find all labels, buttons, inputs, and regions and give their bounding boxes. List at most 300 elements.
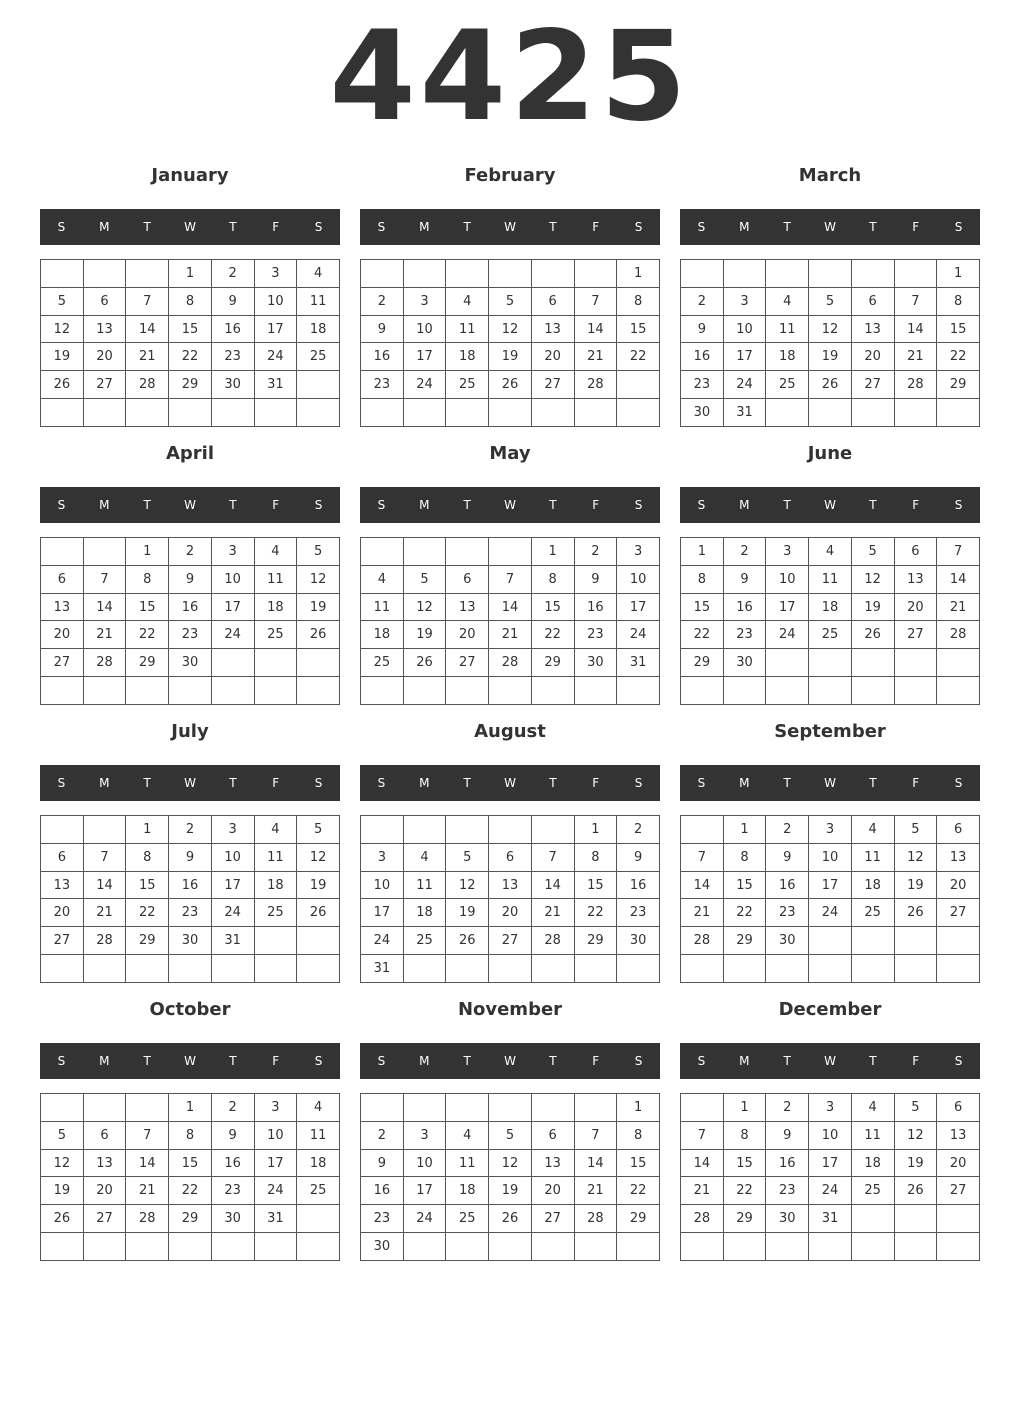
day-cell bbox=[809, 955, 852, 983]
day-cell: 13 bbox=[894, 565, 937, 593]
weekday-label: T bbox=[229, 498, 237, 512]
day-cell: 1 bbox=[169, 1094, 212, 1122]
day-cell: 19 bbox=[446, 899, 489, 927]
day-cell: 20 bbox=[446, 621, 489, 649]
weekday-label: S bbox=[634, 1054, 643, 1068]
day-cell: 18 bbox=[361, 621, 404, 649]
day-cell bbox=[574, 399, 617, 427]
weekday-label: T bbox=[463, 1054, 471, 1068]
day-cell: 15 bbox=[126, 871, 169, 899]
day-cell bbox=[361, 260, 404, 288]
day-cell: 5 bbox=[403, 565, 446, 593]
day-cell: 16 bbox=[574, 593, 617, 621]
day-cell bbox=[169, 677, 212, 705]
weekday-label: M bbox=[99, 1054, 110, 1068]
week-row bbox=[681, 1177, 980, 1205]
day-cell: 14 bbox=[937, 565, 980, 593]
day-cell bbox=[681, 1233, 724, 1261]
day-cell: 4 bbox=[766, 287, 809, 315]
day-cell: 24 bbox=[809, 1177, 852, 1205]
day-cell: 3 bbox=[766, 538, 809, 566]
day-cell: 24 bbox=[211, 621, 254, 649]
day-cell: 25 bbox=[851, 899, 894, 927]
weekday-label: S bbox=[697, 1054, 706, 1068]
day-cell: 12 bbox=[489, 1149, 532, 1177]
day-cell: 7 bbox=[531, 843, 574, 871]
day-cell bbox=[681, 677, 724, 705]
day-cell: 23 bbox=[169, 899, 212, 927]
weekday-label: S bbox=[57, 1054, 66, 1068]
day-cell: 27 bbox=[83, 1205, 126, 1233]
day-cell: 26 bbox=[894, 899, 937, 927]
day-cell bbox=[574, 260, 617, 288]
weekday-label: W bbox=[184, 220, 196, 234]
week-row bbox=[361, 1233, 660, 1261]
day-cell bbox=[403, 1094, 446, 1122]
day-cell: 29 bbox=[574, 927, 617, 955]
day-cell bbox=[489, 955, 532, 983]
week-row bbox=[361, 927, 660, 955]
week-row bbox=[41, 899, 340, 927]
day-cell: 6 bbox=[937, 816, 980, 844]
day-cell: 18 bbox=[851, 1149, 894, 1177]
day-cell bbox=[617, 371, 660, 399]
days-grid bbox=[360, 815, 660, 983]
week-row bbox=[681, 955, 980, 983]
weekday-label: T bbox=[549, 498, 557, 512]
day-cell: 18 bbox=[446, 343, 489, 371]
day-cell: 1 bbox=[126, 538, 169, 566]
week-row bbox=[361, 260, 660, 288]
day-cell bbox=[489, 260, 532, 288]
day-cell: 4 bbox=[254, 816, 297, 844]
day-cell: 30 bbox=[211, 371, 254, 399]
day-cell bbox=[83, 538, 126, 566]
week-row bbox=[41, 677, 340, 705]
day-cell: 28 bbox=[126, 1205, 169, 1233]
day-cell bbox=[617, 955, 660, 983]
day-cell bbox=[489, 538, 532, 566]
weekday-label: S bbox=[954, 776, 963, 790]
weekday-label: W bbox=[824, 220, 836, 234]
weekday-label: F bbox=[272, 220, 280, 234]
weekday-header bbox=[680, 209, 980, 245]
day-cell: 31 bbox=[254, 1205, 297, 1233]
day-cell: 11 bbox=[297, 287, 340, 315]
week-row bbox=[361, 621, 660, 649]
day-cell bbox=[254, 399, 297, 427]
day-cell bbox=[937, 1233, 980, 1261]
day-cell: 5 bbox=[894, 816, 937, 844]
week-row bbox=[681, 315, 980, 343]
day-cell: 1 bbox=[574, 816, 617, 844]
day-cell: 18 bbox=[254, 593, 297, 621]
day-cell: 19 bbox=[403, 621, 446, 649]
day-cell: 27 bbox=[937, 1177, 980, 1205]
weekday-label: W bbox=[824, 776, 836, 790]
day-cell: 29 bbox=[169, 1205, 212, 1233]
day-cell: 3 bbox=[809, 1094, 852, 1122]
day-cell: 1 bbox=[169, 260, 212, 288]
day-cell: 10 bbox=[403, 315, 446, 343]
weekday-label: M bbox=[419, 220, 430, 234]
day-cell: 27 bbox=[937, 899, 980, 927]
day-cell: 2 bbox=[169, 538, 212, 566]
day-cell: 15 bbox=[937, 315, 980, 343]
month-name: September bbox=[774, 721, 886, 742]
weekday-label: M bbox=[419, 498, 430, 512]
week-row bbox=[41, 1149, 340, 1177]
day-cell: 14 bbox=[681, 1149, 724, 1177]
day-cell bbox=[41, 955, 84, 983]
day-cell: 31 bbox=[254, 371, 297, 399]
day-cell: 7 bbox=[681, 843, 724, 871]
day-cell: 8 bbox=[126, 843, 169, 871]
day-cell: 23 bbox=[361, 371, 404, 399]
day-cell bbox=[403, 955, 446, 983]
day-cell bbox=[766, 399, 809, 427]
month-name: October bbox=[149, 999, 231, 1020]
day-cell: 2 bbox=[723, 538, 766, 566]
day-cell: 24 bbox=[254, 1177, 297, 1205]
day-cell: 16 bbox=[211, 315, 254, 343]
weekday-label: T bbox=[143, 776, 151, 790]
day-cell: 21 bbox=[489, 621, 532, 649]
day-cell: 12 bbox=[41, 315, 84, 343]
day-cell bbox=[361, 538, 404, 566]
weekday-label: T bbox=[869, 776, 877, 790]
day-cell bbox=[361, 816, 404, 844]
day-cell bbox=[169, 1233, 212, 1261]
day-cell: 10 bbox=[211, 843, 254, 871]
day-cell: 29 bbox=[723, 927, 766, 955]
day-cell: 30 bbox=[211, 1205, 254, 1233]
day-cell bbox=[766, 677, 809, 705]
weekday-header bbox=[40, 487, 340, 523]
days-grid bbox=[360, 537, 660, 705]
day-cell bbox=[254, 677, 297, 705]
day-cell: 18 bbox=[403, 899, 446, 927]
day-cell bbox=[723, 260, 766, 288]
week-row bbox=[681, 343, 980, 371]
day-cell: 20 bbox=[83, 1177, 126, 1205]
day-cell: 9 bbox=[169, 565, 212, 593]
day-cell bbox=[254, 1233, 297, 1261]
day-cell: 17 bbox=[211, 871, 254, 899]
day-cell bbox=[937, 649, 980, 677]
day-cell: 23 bbox=[766, 899, 809, 927]
day-cell: 30 bbox=[766, 1205, 809, 1233]
day-cell: 1 bbox=[723, 816, 766, 844]
day-cell bbox=[851, 1205, 894, 1233]
week-row bbox=[41, 371, 340, 399]
day-cell bbox=[403, 816, 446, 844]
day-cell bbox=[617, 1233, 660, 1261]
weekday-label: S bbox=[697, 220, 706, 234]
day-cell: 2 bbox=[766, 816, 809, 844]
day-cell: 15 bbox=[126, 593, 169, 621]
day-cell: 28 bbox=[83, 927, 126, 955]
week-row bbox=[681, 1233, 980, 1261]
day-cell: 18 bbox=[254, 871, 297, 899]
day-cell bbox=[297, 677, 340, 705]
weekday-label: M bbox=[739, 220, 750, 234]
day-cell: 3 bbox=[403, 287, 446, 315]
day-cell: 8 bbox=[723, 843, 766, 871]
day-cell: 8 bbox=[169, 287, 212, 315]
weekday-label: T bbox=[143, 220, 151, 234]
day-cell: 25 bbox=[361, 649, 404, 677]
weekday-label: F bbox=[272, 498, 280, 512]
day-cell: 30 bbox=[681, 399, 724, 427]
week-row bbox=[681, 399, 980, 427]
day-cell bbox=[254, 955, 297, 983]
day-cell: 23 bbox=[361, 1205, 404, 1233]
day-cell bbox=[403, 1233, 446, 1261]
days-grid bbox=[40, 1093, 340, 1261]
day-cell: 6 bbox=[851, 287, 894, 315]
week-row bbox=[41, 843, 340, 871]
day-cell bbox=[574, 1233, 617, 1261]
days-grid bbox=[680, 537, 980, 705]
day-cell: 3 bbox=[361, 843, 404, 871]
day-cell: 16 bbox=[169, 593, 212, 621]
day-cell: 11 bbox=[766, 315, 809, 343]
day-cell: 21 bbox=[531, 899, 574, 927]
day-cell: 19 bbox=[297, 871, 340, 899]
day-cell: 19 bbox=[41, 1177, 84, 1205]
weekday-label: T bbox=[229, 1054, 237, 1068]
day-cell bbox=[297, 1205, 340, 1233]
day-cell: 23 bbox=[574, 621, 617, 649]
day-cell bbox=[489, 1233, 532, 1261]
day-cell: 15 bbox=[574, 871, 617, 899]
day-cell bbox=[809, 399, 852, 427]
month-name: February bbox=[464, 165, 556, 186]
day-cell: 3 bbox=[809, 816, 852, 844]
week-row bbox=[681, 371, 980, 399]
weekday-label: S bbox=[954, 1054, 963, 1068]
day-cell bbox=[937, 955, 980, 983]
day-cell: 21 bbox=[894, 343, 937, 371]
day-cell: 2 bbox=[617, 816, 660, 844]
day-cell: 18 bbox=[809, 593, 852, 621]
day-cell: 4 bbox=[851, 816, 894, 844]
week-row bbox=[41, 260, 340, 288]
day-cell bbox=[403, 260, 446, 288]
week-row bbox=[41, 621, 340, 649]
day-cell bbox=[766, 1233, 809, 1261]
weekday-label: F bbox=[912, 220, 920, 234]
day-cell: 18 bbox=[297, 1149, 340, 1177]
weekday-label: S bbox=[314, 1054, 323, 1068]
week-row bbox=[681, 538, 980, 566]
day-cell bbox=[211, 649, 254, 677]
weekday-header bbox=[680, 765, 980, 801]
day-cell bbox=[531, 955, 574, 983]
day-cell bbox=[446, 260, 489, 288]
day-cell: 30 bbox=[361, 1233, 404, 1261]
day-cell: 22 bbox=[169, 343, 212, 371]
day-cell: 9 bbox=[211, 287, 254, 315]
day-cell: 23 bbox=[617, 899, 660, 927]
day-cell: 2 bbox=[211, 1094, 254, 1122]
weekday-label: T bbox=[549, 220, 557, 234]
day-cell: 9 bbox=[169, 843, 212, 871]
week-row bbox=[361, 871, 660, 899]
day-cell: 16 bbox=[723, 593, 766, 621]
day-cell: 13 bbox=[851, 315, 894, 343]
day-cell: 7 bbox=[894, 287, 937, 315]
day-cell: 11 bbox=[254, 843, 297, 871]
week-row bbox=[41, 287, 340, 315]
day-cell: 7 bbox=[83, 565, 126, 593]
day-cell: 24 bbox=[361, 927, 404, 955]
day-cell bbox=[937, 1205, 980, 1233]
day-cell: 2 bbox=[361, 1121, 404, 1149]
day-cell bbox=[531, 816, 574, 844]
day-cell: 12 bbox=[41, 1149, 84, 1177]
days-grid bbox=[360, 1093, 660, 1261]
day-cell bbox=[851, 677, 894, 705]
day-cell: 16 bbox=[766, 871, 809, 899]
week-row bbox=[681, 287, 980, 315]
day-cell: 19 bbox=[297, 593, 340, 621]
week-row bbox=[681, 899, 980, 927]
day-cell bbox=[531, 260, 574, 288]
day-cell: 25 bbox=[297, 1177, 340, 1205]
day-cell: 1 bbox=[617, 260, 660, 288]
day-cell: 2 bbox=[681, 287, 724, 315]
day-cell bbox=[894, 649, 937, 677]
day-cell bbox=[446, 955, 489, 983]
day-cell bbox=[617, 677, 660, 705]
day-cell: 26 bbox=[41, 1205, 84, 1233]
day-cell: 28 bbox=[83, 649, 126, 677]
day-cell: 27 bbox=[894, 621, 937, 649]
week-row bbox=[681, 565, 980, 593]
weekday-label: W bbox=[184, 776, 196, 790]
week-row bbox=[361, 816, 660, 844]
day-cell bbox=[83, 260, 126, 288]
day-cell: 20 bbox=[937, 871, 980, 899]
day-cell: 5 bbox=[41, 1121, 84, 1149]
day-cell: 26 bbox=[489, 1205, 532, 1233]
week-row bbox=[681, 871, 980, 899]
day-cell: 22 bbox=[126, 899, 169, 927]
day-cell: 24 bbox=[723, 371, 766, 399]
day-cell: 10 bbox=[617, 565, 660, 593]
day-cell bbox=[211, 955, 254, 983]
days-grid bbox=[40, 259, 340, 427]
day-cell: 29 bbox=[617, 1205, 660, 1233]
day-cell: 20 bbox=[894, 593, 937, 621]
day-cell: 19 bbox=[41, 343, 84, 371]
day-cell bbox=[489, 399, 532, 427]
day-cell bbox=[574, 677, 617, 705]
day-cell: 13 bbox=[531, 315, 574, 343]
day-cell: 13 bbox=[83, 1149, 126, 1177]
day-cell bbox=[41, 1094, 84, 1122]
day-cell: 14 bbox=[574, 1149, 617, 1177]
day-cell: 10 bbox=[254, 287, 297, 315]
month-name: May bbox=[489, 443, 531, 464]
week-row bbox=[41, 565, 340, 593]
day-cell bbox=[809, 649, 852, 677]
weekday-label: T bbox=[463, 220, 471, 234]
week-row bbox=[41, 1233, 340, 1261]
day-cell bbox=[723, 677, 766, 705]
day-cell: 25 bbox=[297, 343, 340, 371]
day-cell bbox=[126, 399, 169, 427]
day-cell bbox=[297, 955, 340, 983]
day-cell: 5 bbox=[297, 538, 340, 566]
day-cell: 12 bbox=[809, 315, 852, 343]
day-cell: 31 bbox=[723, 399, 766, 427]
day-cell bbox=[41, 260, 84, 288]
month-name: July bbox=[171, 721, 209, 742]
day-cell: 22 bbox=[617, 1177, 660, 1205]
day-cell: 12 bbox=[851, 565, 894, 593]
week-row bbox=[361, 1177, 660, 1205]
month-name: April bbox=[165, 443, 215, 464]
weekday-label: W bbox=[184, 498, 196, 512]
weekday-label: F bbox=[592, 1054, 600, 1068]
day-cell: 15 bbox=[723, 1149, 766, 1177]
day-cell: 31 bbox=[809, 1205, 852, 1233]
day-cell bbox=[446, 1233, 489, 1261]
day-cell bbox=[403, 677, 446, 705]
week-row bbox=[361, 1205, 660, 1233]
week-row bbox=[681, 843, 980, 871]
day-cell: 13 bbox=[531, 1149, 574, 1177]
day-cell: 28 bbox=[894, 371, 937, 399]
day-cell: 28 bbox=[681, 1205, 724, 1233]
day-cell bbox=[723, 955, 766, 983]
day-cell: 11 bbox=[361, 593, 404, 621]
weekday-label: T bbox=[229, 776, 237, 790]
day-cell: 13 bbox=[83, 315, 126, 343]
day-cell: 3 bbox=[617, 538, 660, 566]
day-cell bbox=[41, 538, 84, 566]
weekday-label: M bbox=[99, 776, 110, 790]
day-cell bbox=[937, 677, 980, 705]
day-cell: 13 bbox=[937, 843, 980, 871]
day-cell bbox=[894, 1233, 937, 1261]
day-cell: 26 bbox=[851, 621, 894, 649]
day-cell: 5 bbox=[894, 1094, 937, 1122]
day-cell: 27 bbox=[851, 371, 894, 399]
days-grid bbox=[680, 259, 980, 427]
day-cell bbox=[851, 399, 894, 427]
day-cell bbox=[403, 538, 446, 566]
days-grid bbox=[680, 1093, 980, 1261]
day-cell: 21 bbox=[681, 1177, 724, 1205]
day-cell: 26 bbox=[489, 371, 532, 399]
day-cell bbox=[766, 649, 809, 677]
day-cell: 11 bbox=[446, 1149, 489, 1177]
day-cell bbox=[83, 955, 126, 983]
day-cell: 19 bbox=[894, 871, 937, 899]
day-cell bbox=[937, 399, 980, 427]
day-cell: 16 bbox=[617, 871, 660, 899]
day-cell bbox=[531, 399, 574, 427]
day-cell: 29 bbox=[126, 927, 169, 955]
week-row bbox=[681, 1149, 980, 1177]
day-cell: 21 bbox=[681, 899, 724, 927]
day-cell: 19 bbox=[851, 593, 894, 621]
day-cell bbox=[446, 677, 489, 705]
